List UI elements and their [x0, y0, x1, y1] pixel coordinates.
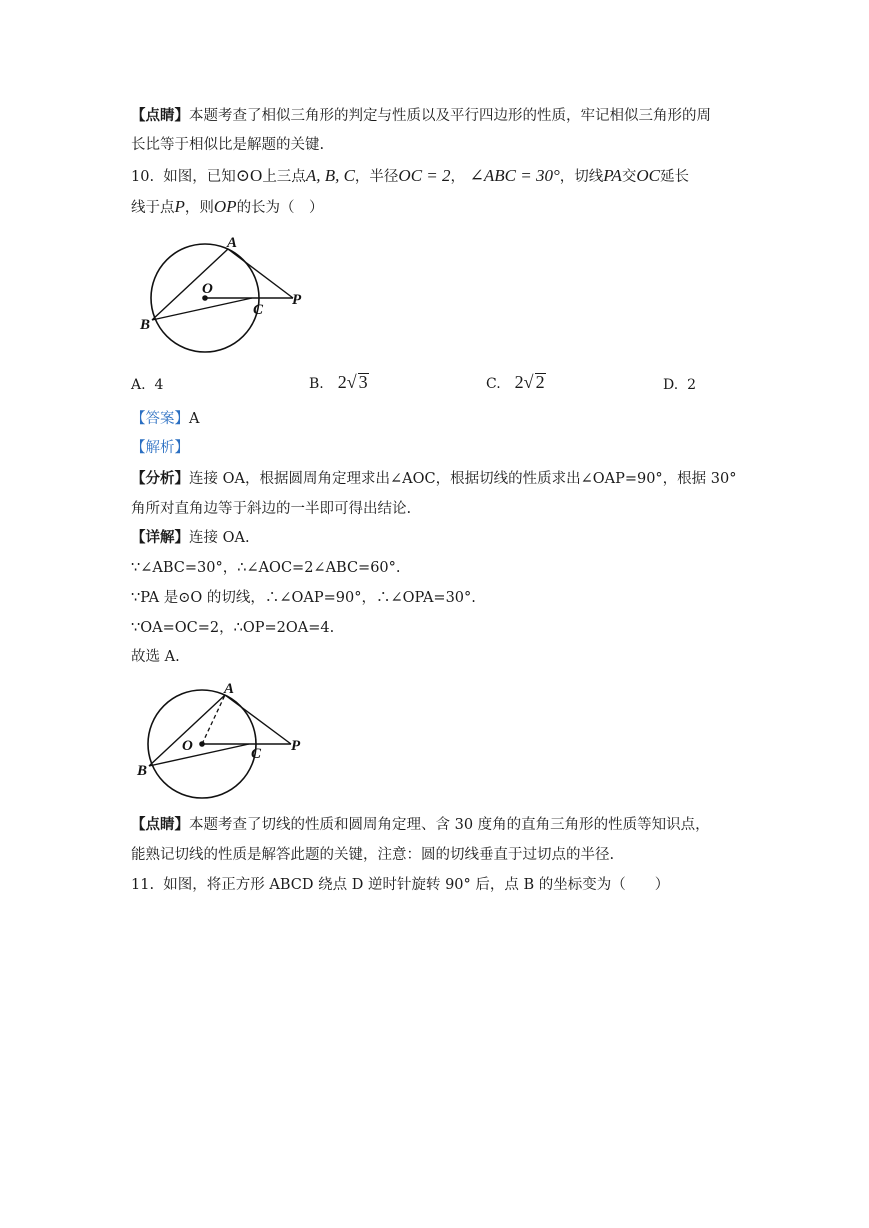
- q11-line: 11. 如图，将正方形 ABCD 绕点 D 逆时针旋转 90° 后，点 B 的坐标变为（ ）: [131, 877, 670, 893]
- fenxi-line1: 【分析】连接 OA，根据圆周角定理求出∠AOC，根据切线的性质求出∠OAP=90°，根据 30°: [131, 470, 737, 487]
- xiangjie-line4: ∵OA=OC=2，∴OP=2OA=4.: [131, 620, 335, 636]
- option-d[interactable]: D. 2: [663, 377, 697, 393]
- option-a[interactable]: A. 4: [131, 377, 164, 393]
- q10-figure: [135, 232, 315, 362]
- answer-line: [131, 409, 199, 429]
- dianjing-line2: 能熟记切线的性质是解答此题的关键，注意：圆的切线垂直于过切点的半径.: [131, 847, 615, 863]
- segment-bc-solution: [149, 744, 249, 766]
- xiangjie-line3: ∵PA 是⊙O 的切线，∴∠OAP=90°，∴∠OPA=30°.: [131, 590, 476, 606]
- tangent-pa-solution: [225, 695, 291, 744]
- center-dot-solution: [199, 741, 205, 747]
- option-b[interactable]: B. 2√ 3: [309, 372, 368, 392]
- answer-label: 【答案】: [131, 411, 189, 427]
- fenxi-line2: 角所对直角边等于斜边的一半即可得出结论.: [131, 501, 412, 517]
- label-b-solution: B: [137, 763, 148, 779]
- prev-comment-line1: 【点睛】本题考查了相似三角形的判定与性质以及平行四边形的性质，牢记相似三角形的周: [131, 107, 711, 124]
- label-p: P: [292, 292, 302, 308]
- label-c: C: [253, 302, 264, 318]
- solution-figure: [133, 680, 313, 810]
- label-c-solution: C: [251, 746, 262, 762]
- label-o: O: [202, 281, 213, 297]
- q10-line1: 10. 如图，已知⊙O上三点A, B, C，半径OC = 2， ∠ABC = 30°，切线PA交OC延长: [131, 166, 689, 185]
- answer-value: A: [189, 411, 200, 427]
- label-a: A: [227, 235, 238, 251]
- dianjing-line1: 【点睛】本题考查了切线的性质和圆周角定理、含 30 度角的直角三角形的性质等知识点，: [131, 816, 710, 833]
- analysis-label: 【解析】: [131, 440, 189, 456]
- prev-comment-label: 【点睛】: [131, 107, 189, 124]
- label-p-solution: P: [291, 738, 301, 754]
- label-b: B: [140, 317, 151, 333]
- xiangjie-line1: 【详解】连接 OA.: [131, 529, 250, 546]
- q10-line2: 线于点P，则OP的长为（ ）: [131, 197, 324, 216]
- tangent-pa: [228, 249, 293, 298]
- segment-bc: [152, 298, 252, 320]
- prev-comment-line2: 长比等于相似比是解题的关键.: [131, 137, 325, 153]
- xiangjie-line5: 故选 A.: [131, 649, 180, 665]
- segment-ab: [152, 249, 228, 320]
- option-c[interactable]: C. 2√ 2: [486, 372, 545, 392]
- label-a-solution: A: [224, 681, 235, 697]
- xiangjie-line2: ∵∠ABC=30°，∴∠AOC=2∠ABC=60°.: [131, 560, 401, 576]
- segment-ab-solution: [149, 695, 225, 766]
- label-o-solution: O: [182, 738, 193, 754]
- segment-oa-dashed: [202, 695, 225, 744]
